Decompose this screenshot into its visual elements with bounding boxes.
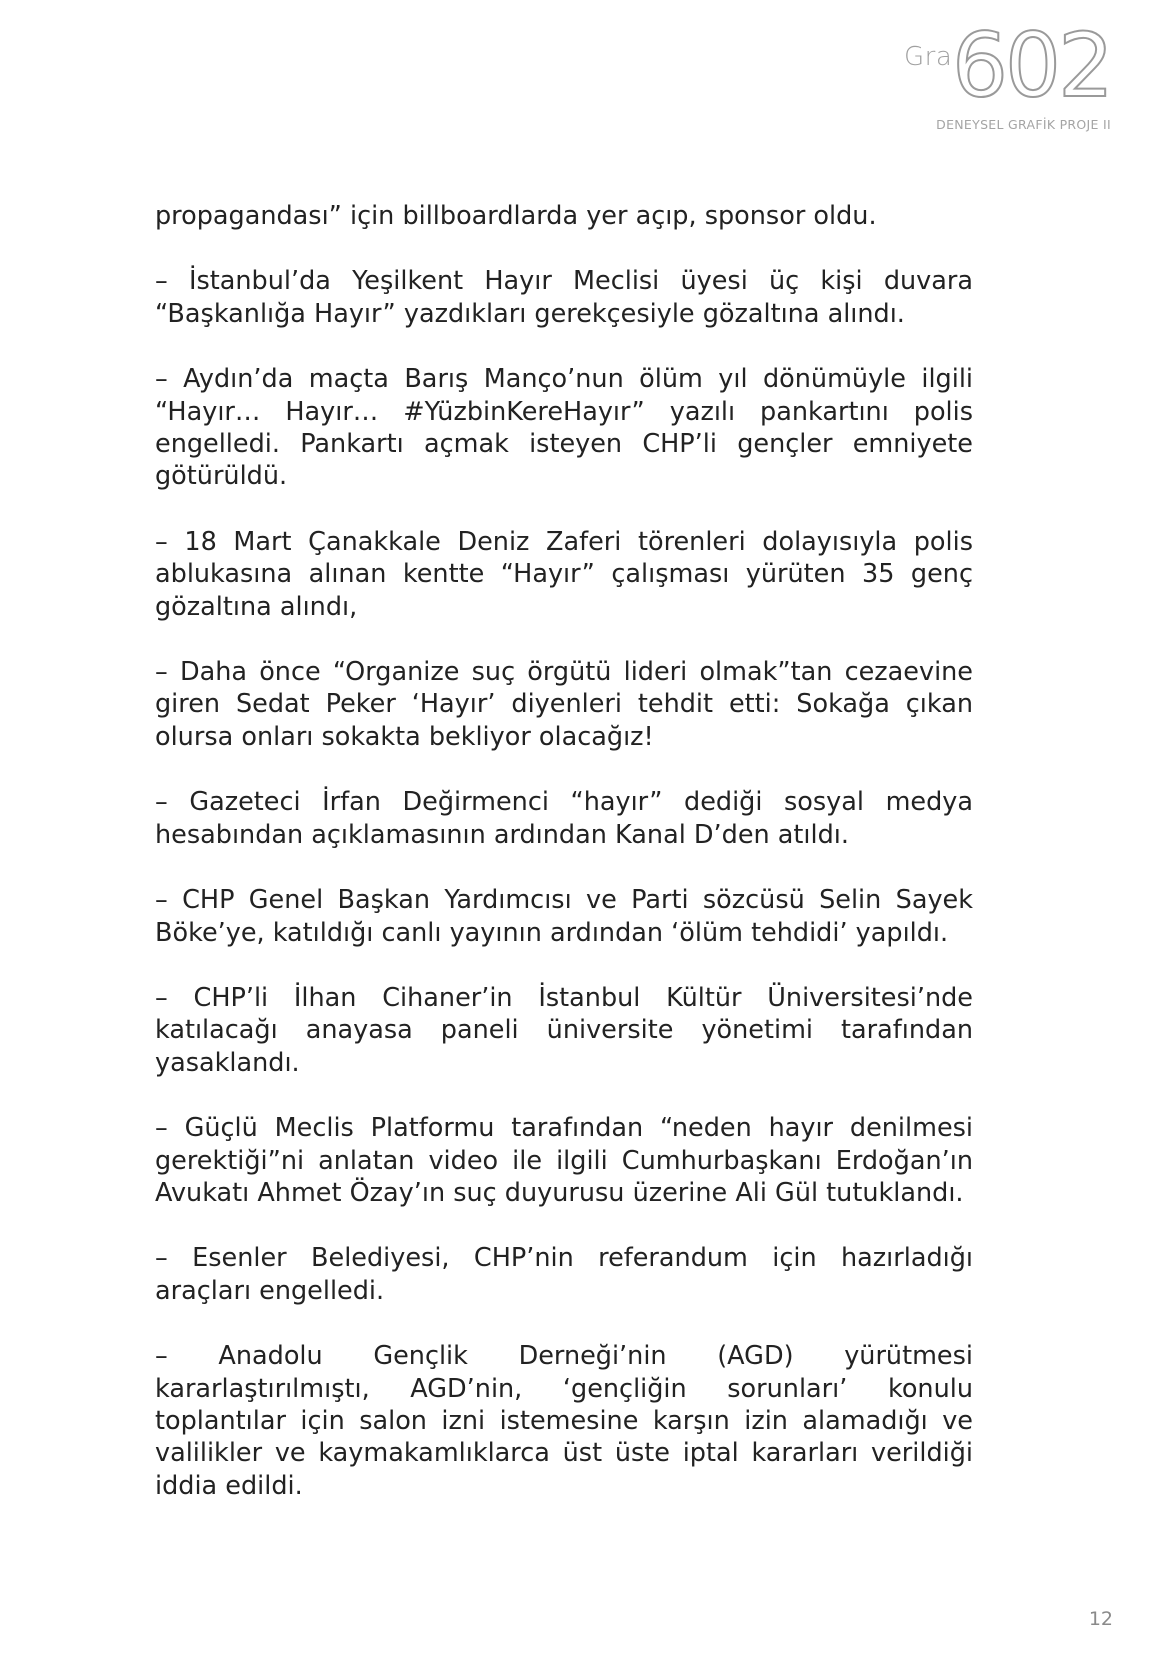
page-number: 12 [1088, 1608, 1113, 1630]
paragraph: propagandası” için billboardlarda yer açıp, sponsor oldu. [155, 201, 877, 231]
paragraph: – 18 Mart Çanakkale Deniz Zaferi törenleri dolayısıyla polis ablukasına alınan kentte “Hayır” çalışması yürüten 35 genç gözaltına alındı, [155, 526, 973, 622]
paragraph: – Anadolu Gençlik Derneği’nin (AGD) yürütmesi kararlaştırılmıştı, AGD’nin, ‘gençliğin sorunları’ konulu toplantılar için salon izni istemesine karşın izin alamadığı ve valilikler ve kaymakamlıklarca üst üste iptal kararları verildiği iddia edildi. [155, 1341, 973, 1501]
body-text [155, 200, 973, 1535]
paragraph: – Gazeteci İrfan Değirmenci “hayır” dediği sosyal medya hesabından açıklamasının ardından Kanal D’den atıldı. [155, 787, 973, 850]
header-logo [851, 14, 1111, 136]
paragraph: – CHP’li İlhan Cihaner’in İstanbul Kültür Üniversitesi’nde katılacağı anayasa paneli üniversite yönetimi tarafından yasaklandı. [155, 982, 973, 1078]
paragraph: – Güçlü Meclis Platformu tarafından “neden hayır denilmesi gerektiği”ni anlatan video ile ilgili Cumhurbaşkanı Erdoğan’ın Avukatı Ahmet Özay’ın suç duyurusu üzerine Ali Gül tutuklandı. [155, 1113, 973, 1208]
logo-number: 602 [952, 14, 1111, 117]
paragraph: – Esenler Belediyesi, CHP’nin referandum için hazırladığı araçları engelledi. [155, 1243, 973, 1306]
paragraph: – Daha önce “Organize suç örgütü lideri olmak”tan cezaevine giren Sedat Peker ‘Hayır’ diyenleri tehdit etti: Sokağa çıkan olursa onları sokakta bekliyor olacağız! [155, 657, 973, 752]
logo-prefix: Gra [904, 42, 953, 72]
paragraph: – Aydın’da maçta Barış Manço’nun ölüm yıl dönümüyle ilgili “Hayır… Hayır… #YüzbinKereHayır” yazılı pankartını polis engelledi. Pankartı açmak isteyen CHP’li gençler emniyete götürüldü. [155, 364, 973, 492]
logo-subtitle: DENEYSEL GRAFİK PROJE II [936, 117, 1111, 132]
paragraph: – CHP Genel Başkan Yardımcısı ve Parti sözcüsü Selin Sayek Böke’ye, katıldığı canlı yayının ardından ‘ölüm tehdidi’ yapıldı. [155, 885, 973, 948]
paragraph: – İstanbul’da Yeşilkent Hayır Meclisi üyesi üç kişi duvara “Başkanlığa Hayır” yazdıkları gerekçesiyle gözaltına alındı. [155, 266, 973, 329]
